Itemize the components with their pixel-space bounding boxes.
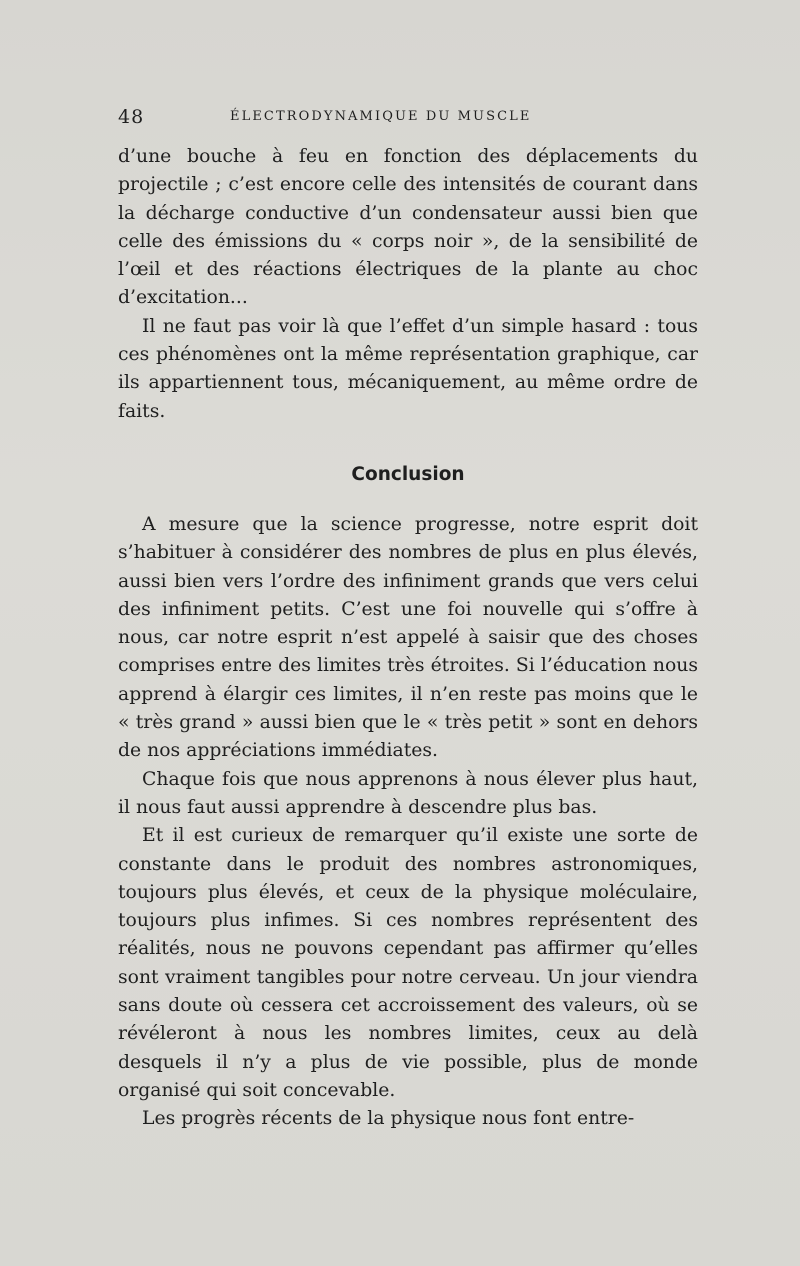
paragraph-conclusion-2-text: Chaque fois que nous apprenons à nous élever plus haut, il nous faut aussi apprendre à descendre plus bas. (118, 768, 698, 818)
page-header (118, 106, 698, 130)
paragraph-conclusion-2 (118, 766, 698, 823)
paragraph-conclusion-3 (118, 822, 698, 1105)
paragraph-hasard-text: Il ne faut pas voir là que l’effet d’un simple hasard : tous ces phénomènes ont la même représentation graphique, car ils appartiennent tous, mécaniquement, au même ordre de faits. (118, 315, 698, 422)
paragraph-continued: d’une bouche à feu en fonction des déplacements du projectile ; c’est encore celle des intensités de courant dans la décharge conductive d’un condensateur aussi bien que celle des émissions du « corps noir », de la sensibilité de l’œil et des réactions électriques de la plante au choc d’excitation... (118, 146, 698, 309)
conclusion-text-block (118, 511, 698, 1134)
section-heading: Conclusion (351, 464, 465, 485)
paragraph-conclusion-4 (118, 1105, 698, 1133)
paragraph-conclusion-1 (118, 511, 698, 766)
paragraph-conclusion-3-text: Et il est curieux de remarquer qu’il existe une sorte de constante dans le produit des nombres astronomiques, toujours plus élevés, et ceux de la physique moléculaire, toujours plus infimes. Si ces nombres représentent des réalités, nous ne pouvons cependant pas affirmer qu’elles sont vraiment tangibles pour notre cerveau. Un jour viendra sans doute où cessera cet accroissement des valeurs, où se révéleront à nous les nombres limites, ceux au delà desquels il n’y a plus de vie possible, plus de monde organisé qui soit concevable. (118, 825, 698, 1101)
paragraph-conclusion-4-text: Les progrès récents de la physique nous font entre- (142, 1108, 635, 1130)
top-text-block (118, 143, 698, 426)
running-title: ÉLECTRODYNAMIQUE DU MUSCLE (230, 109, 532, 124)
page-number: 48 (118, 106, 145, 128)
paragraph-conclusion-1-text: A mesure que la science progresse, notre esprit doit s’habituer à considérer des nombres de plus en plus élevés, aussi bien vers l’ordre des infiniment grands que vers celui des infiniment petits. C’est une foi nouvelle qui s’offre à nous, car notre esprit n’est appelé à saisir que des choses comprises entre des limites très étroites. Si l’éducation nous apprend à élargir ces limites, il n’en reste pas moins que le « très grand » aussi bien que le « très petit » sont en dehors de nos appréciations immédiates. (118, 514, 698, 762)
paragraph-hasard (118, 313, 698, 426)
